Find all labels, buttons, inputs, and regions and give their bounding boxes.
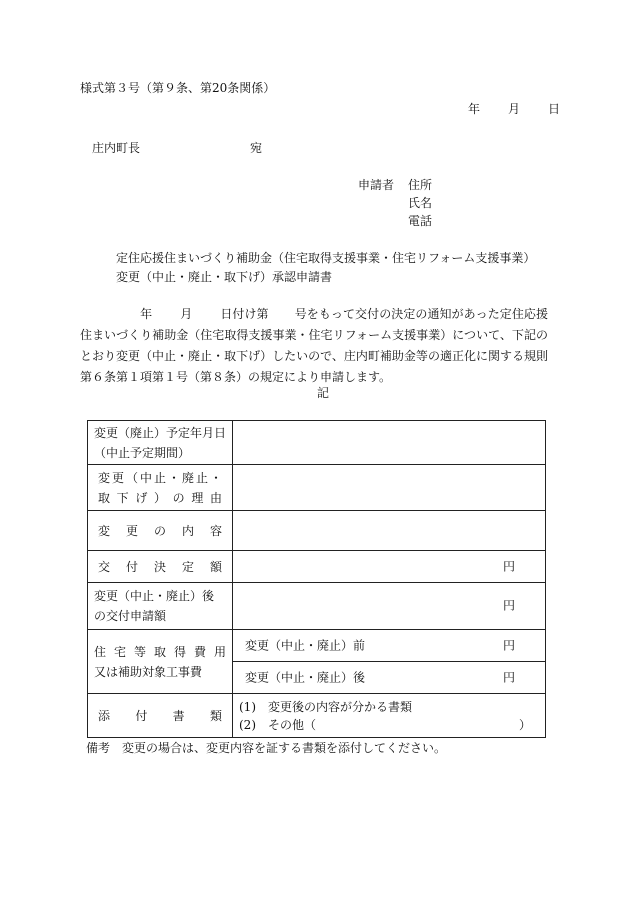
body-month: 月 [180, 307, 193, 321]
cost-after-change-field[interactable] [233, 662, 546, 694]
change-reason-field[interactable] [233, 465, 546, 511]
table-row [88, 583, 546, 630]
yen-unit: 円 [502, 670, 515, 685]
table-row [88, 694, 546, 738]
yen-unit: 円 [502, 638, 515, 653]
change-date-label: 変更（廃止）予定年月日 （中止予定期間） [88, 421, 233, 465]
attachment-other-close: ） [518, 717, 531, 732]
table-row [88, 465, 546, 511]
acquisition-cost-label: 住宅等取得費用 又は補助対象工事費 [88, 630, 233, 694]
table-row [88, 630, 546, 662]
change-content-label: 変更の内容 [88, 511, 233, 551]
cost-before-change-label: 変更（中止・廃止）前 [245, 638, 366, 653]
applicant-label: 申請者 [358, 178, 395, 192]
applicant-name-label: 氏名 [408, 196, 433, 210]
attachments-list [233, 694, 546, 738]
cost-after-change-label: 変更（中止・廃止）後 [245, 670, 366, 685]
remarks-note: 備考 変更の場合は、変更内容を証する書類を添付してください。 [86, 741, 447, 755]
attachments-label: 添付書類 [88, 694, 233, 738]
change-content-field[interactable] [233, 511, 546, 551]
table-row [88, 511, 546, 551]
body-day-number: 日付け第 [220, 307, 269, 321]
date-year-label: 年 [468, 102, 481, 116]
grant-decision-amount-field[interactable] [233, 551, 546, 583]
ki-heading: 記 [317, 386, 330, 400]
body-paragraph [80, 304, 548, 388]
cost-before-change-field[interactable] [233, 630, 546, 662]
date-day-label: 日 [548, 102, 561, 116]
revised-application-amount-label: 変更（中止・廃止）後 の交付申請額 [88, 583, 233, 630]
addressee-honorific: 宛 [250, 141, 263, 155]
application-table [87, 420, 546, 738]
addressee-name: 庄内町長 [92, 141, 141, 155]
form-number-label: 様式第３号（第９条、第20条関係） [80, 81, 276, 95]
applicant-address-label: 住所 [408, 178, 433, 192]
body-year: 年 [140, 307, 153, 321]
grant-decision-amount-label: 交付決定額 [88, 551, 233, 583]
table-row [88, 421, 546, 465]
attachment-item-1: (1) 変更後の内容が分かる書類 [239, 699, 413, 714]
applicant-phone-label: 電話 [408, 214, 433, 228]
revised-application-amount-field[interactable] [233, 583, 546, 630]
date-month-label: 月 [508, 102, 521, 116]
change-date-field[interactable] [233, 421, 546, 465]
application-date [468, 101, 560, 118]
yen-unit: 円 [502, 559, 515, 574]
change-reason-label: 変更（中止・廃止・ 取下げ）の理由 [88, 465, 233, 511]
body-text: 号をもって交付の決定の通知があった定住応援住まいづくり補助金（住宅取得支援事業・住宅リフォーム支援事業）について、下記のとおり変更（中止・廃止・取下げ）したいので、庄内町補助金等の適正化に関する規則第６条第１項第１号（第８条）の規定により申請します。 [80, 307, 548, 384]
attachment-item-2: (2) その他（ ） [239, 717, 531, 732]
document-title-line1: 定住応援住まいづくり補助金（住宅取得支援事業・住宅リフォーム支援事業） [116, 251, 536, 265]
yen-unit: 円 [502, 598, 515, 613]
document-title-line2: 変更（中止・廃止・取下げ）承認申請書 [116, 270, 333, 284]
table-row [88, 551, 546, 583]
